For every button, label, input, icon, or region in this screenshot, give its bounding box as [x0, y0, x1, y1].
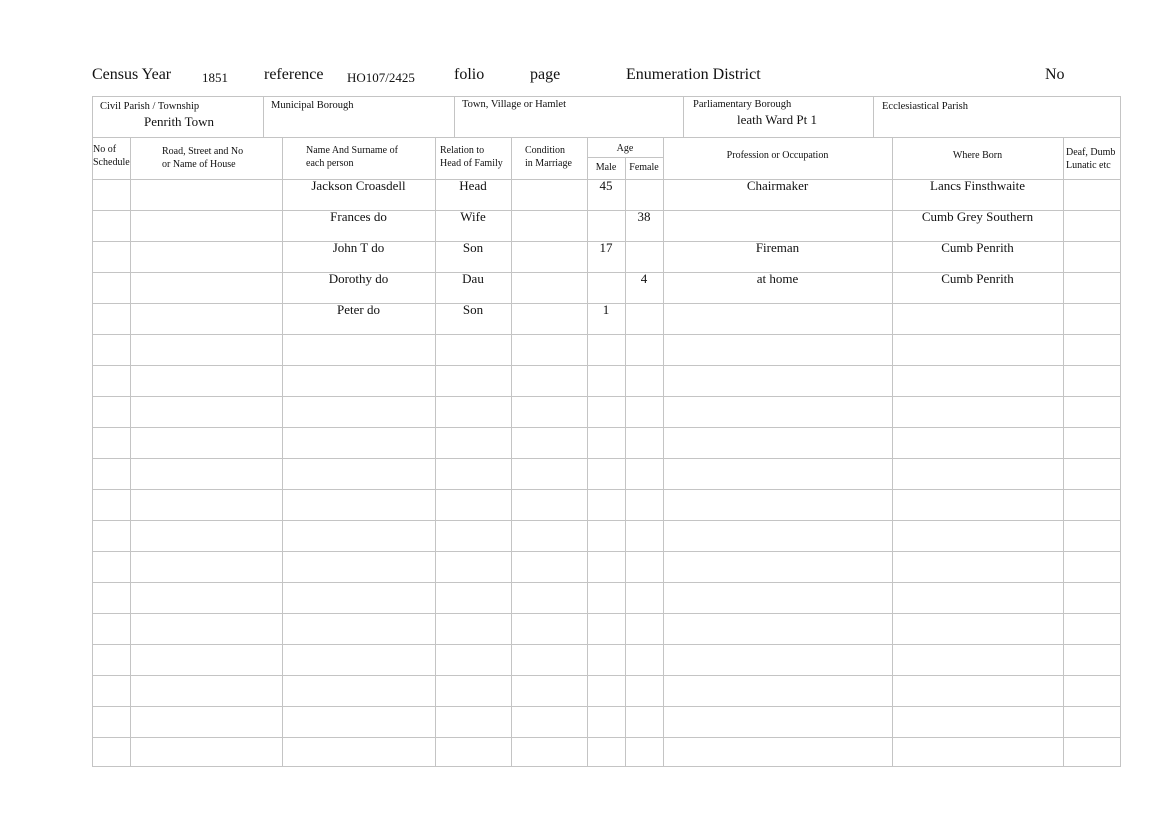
parliamentary-borough-value: leath Ward Pt 1: [737, 112, 817, 127]
divider: [511, 137, 512, 767]
divider: [873, 96, 874, 137]
col-header-condition: Condition in Marriage: [525, 145, 572, 169]
occupation: at home: [756, 271, 799, 286]
age-female: 38: [637, 209, 651, 224]
civil-parish-value: Penrith Town: [144, 114, 214, 129]
col-header-age: Age: [616, 143, 634, 154]
row-divider: [92, 582, 1121, 583]
row-divider: [92, 737, 1121, 738]
divider: [454, 96, 455, 137]
col-header-female: Female: [629, 162, 659, 173]
where-born: Cumb Grey Southern: [921, 209, 1034, 224]
divider: [130, 137, 131, 767]
divider: [282, 137, 283, 767]
col-header-deaf-dumb: Deaf, Dumb Lunatic etc: [1066, 147, 1116, 171]
row-divider: [92, 334, 1121, 335]
col-header-relation: Relation to Head of Family: [440, 145, 503, 169]
census-year-value: 1851: [202, 70, 228, 85]
age-male: 17: [599, 240, 613, 255]
col-header-schedule: No of Schedule: [93, 144, 130, 168]
row-divider: [92, 644, 1121, 645]
row-divider: [92, 706, 1121, 707]
row-divider: [92, 551, 1121, 552]
person-name: Jackson Croasdell: [311, 178, 406, 193]
divider: [92, 137, 1121, 138]
ecclesiastical-parish-label: Ecclesiastical Parish: [882, 101, 969, 112]
age-male: 45: [599, 178, 613, 193]
where-born: Cumb Penrith: [941, 271, 1014, 286]
divider: [263, 96, 264, 137]
enumeration-district-label: Enumeration District: [626, 66, 761, 83]
relation: Wife: [460, 209, 486, 224]
col-header-road: Road, Street and No or Name of House: [162, 146, 244, 170]
divider: [1063, 137, 1064, 767]
divider: [435, 137, 436, 767]
person-name: Frances do: [330, 209, 387, 224]
number-label: No: [1045, 66, 1065, 83]
divider: [587, 157, 663, 158]
parliamentary-borough-label: Parliamentary Borough: [693, 99, 792, 110]
row-divider: [92, 458, 1121, 459]
census-form-frame: [92, 96, 1121, 767]
page-label: page: [530, 66, 561, 83]
divider: [892, 137, 893, 767]
occupation: Chairmaker: [746, 178, 809, 193]
relation: Head: [459, 178, 487, 193]
reference-value: HO107/2425: [347, 70, 415, 85]
age-male: 1: [602, 302, 610, 317]
town-village-label: Town, Village or Hamlet: [462, 99, 567, 110]
row-divider: [92, 365, 1121, 366]
person-name: Peter do: [337, 302, 380, 317]
col-header-male: Male: [595, 162, 617, 173]
divider: [587, 137, 588, 767]
row-divider: [92, 427, 1121, 428]
municipal-borough-label: Municipal Borough: [271, 100, 354, 111]
row-divider: [92, 613, 1121, 614]
folio-label: folio: [454, 66, 485, 83]
person-name: John T do: [332, 240, 385, 255]
divider: [663, 137, 664, 767]
row-divider: [92, 520, 1121, 521]
where-born: Cumb Penrith: [941, 240, 1014, 255]
age-female: 4: [640, 271, 648, 286]
census-year-label: Census Year: [92, 66, 172, 83]
row-divider: [92, 396, 1121, 397]
relation: Son: [462, 240, 484, 255]
col-header-occupation: Profession or Occupation: [726, 150, 829, 161]
person-name: Dorothy do: [328, 271, 389, 286]
relation: Dau: [462, 271, 484, 286]
where-born: Lancs Finsthwaite: [930, 178, 1025, 193]
relation: Son: [462, 302, 484, 317]
col-header-name: Name And Surname of each person: [306, 145, 398, 169]
row-divider: [92, 489, 1121, 490]
occupation: Fireman: [755, 240, 800, 255]
reference-label: reference: [264, 66, 324, 83]
col-header-where-born: Where Born: [952, 150, 1003, 161]
civil-parish-label: Civil Parish / Township: [100, 101, 200, 112]
divider: [683, 96, 684, 137]
row-divider: [92, 675, 1121, 676]
